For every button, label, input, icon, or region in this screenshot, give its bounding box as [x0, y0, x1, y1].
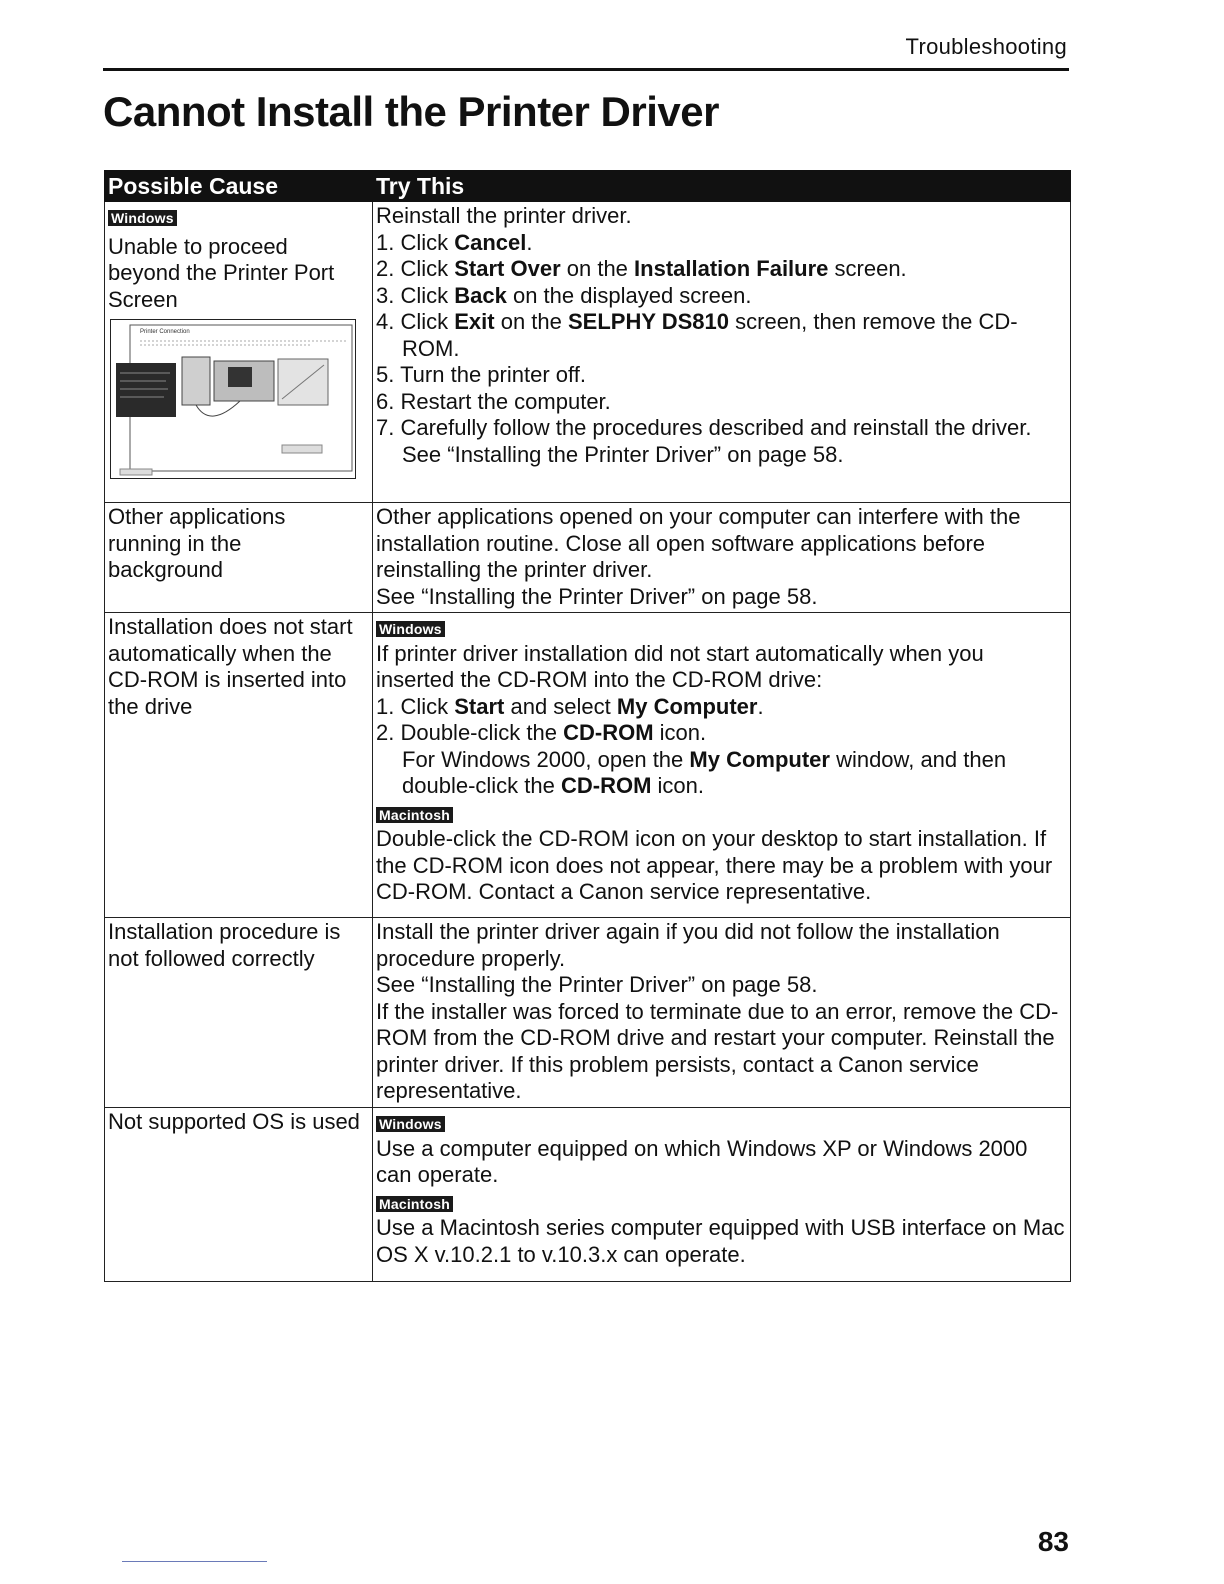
solution-text: Install the printer driver again if you did not follow the installation procedure properly. [376, 919, 1000, 971]
cause-cell [105, 1108, 373, 1282]
solution-cell [373, 918, 1071, 1108]
step-1: 1. Click Start and select My Computer. [376, 693, 764, 719]
cause-cell [105, 613, 373, 918]
printer-port-screenshot [110, 319, 356, 479]
column-header-try: Try This [373, 171, 1071, 202]
step-6: 6. Restart the computer. [376, 388, 611, 414]
cause-cell [105, 918, 373, 1108]
cause-text: Installation does not start automatically when the CD-ROM is inserted into the drive [108, 614, 353, 719]
step-1: 1. Click Cancel. [376, 229, 533, 255]
solution-intro: Reinstall the printer driver. [376, 203, 632, 228]
table-row [105, 613, 1071, 918]
page-reference: See “Installing the Printer Driver” on page 58. [376, 583, 818, 609]
cause-text: Not supported OS is used [108, 1109, 360, 1134]
cause-text: Installation procedure is not followed correctly [108, 919, 341, 971]
solution-cell [373, 1108, 1071, 1282]
table-row [105, 503, 1071, 613]
macintosh-text: Use a Macintosh series computer equipped with USB interface on Mac OS X v.10.2.1 to v.10.3.x can operate. [376, 1215, 1065, 1267]
page-reference: See “Installing the Printer Driver” on page 58. [402, 441, 844, 467]
windows-badge: Windows [376, 1116, 445, 1132]
solution-cell [373, 503, 1071, 613]
table-row [105, 918, 1071, 1108]
macintosh-badge: Macintosh [376, 1196, 453, 1212]
macintosh-text: Double-click the CD-ROM icon on your desktop to start installation. If the CD-ROM icon does not appear, there may be a problem with your CD-ROM. Contact a Canon service representative. [376, 826, 1053, 904]
header-rule [103, 68, 1069, 71]
footer-rule [122, 1561, 267, 1562]
cause-cell [105, 202, 373, 503]
table-row [105, 202, 1071, 503]
windows-2000-note: For Windows 2000, open the My Computer window, and then double-click the CD-ROM icon. [402, 746, 1007, 798]
solution-cell [373, 202, 1071, 503]
cause-text: Unable to proceed beyond the Printer Port Screen [108, 233, 335, 312]
solution-cell [373, 613, 1071, 918]
windows-badge: Windows [376, 621, 445, 637]
page-title: Cannot Install the Printer Driver [103, 88, 719, 135]
step-2: 2. Double-click the CD-ROM icon. [376, 720, 707, 745]
windows-badge: Windows [108, 210, 177, 226]
troubleshooting-table [104, 170, 1071, 1282]
page-number: 83 [1037, 1526, 1069, 1557]
windows-text: Use a computer equipped on which Windows XP or Windows 2000 can operate. [376, 1135, 1028, 1187]
step-3: 3. Click Back on the displayed screen. [376, 282, 752, 308]
solution-text: Other applications opened on your computer can interfere with the installation routine. Close all open software applications before reinstalling the printer driver. [376, 504, 1021, 582]
step-2: 2. Click Start Over on the Installation Failure screen. [376, 256, 907, 281]
step-4: 4. Click Exit on the SELPHY DS810 screen, then remove the CD-ROM. [376, 309, 1018, 361]
macintosh-badge: Macintosh [376, 807, 453, 823]
windows-intro: If printer driver installation did not start automatically when you inserted the CD-ROM into the CD-ROM drive: [376, 640, 984, 692]
table-row [105, 1108, 1071, 1282]
cause-text: Other applications running in the background [108, 504, 286, 582]
screenshot-window-title: Printer Connection [140, 329, 190, 335]
running-header: Troubleshooting [905, 34, 1067, 59]
cause-cell [105, 503, 373, 613]
column-header-cause: Possible Cause [105, 171, 373, 202]
step-5: 5. Turn the printer off. [376, 362, 586, 387]
solution-text-2: If the installer was forced to terminate due to an error, remove the CD-ROM from the CD-ROM drive and restart your computer. Reinstall the printer driver. If this problem persists, contact a Canon service representative. [376, 998, 1059, 1103]
page-reference: See “Installing the Printer Driver” on page 58. [376, 972, 818, 997]
table-header-row [105, 171, 1071, 202]
step-7: 7. Carefully follow the procedures described and reinstall the driver. [376, 415, 1032, 440]
